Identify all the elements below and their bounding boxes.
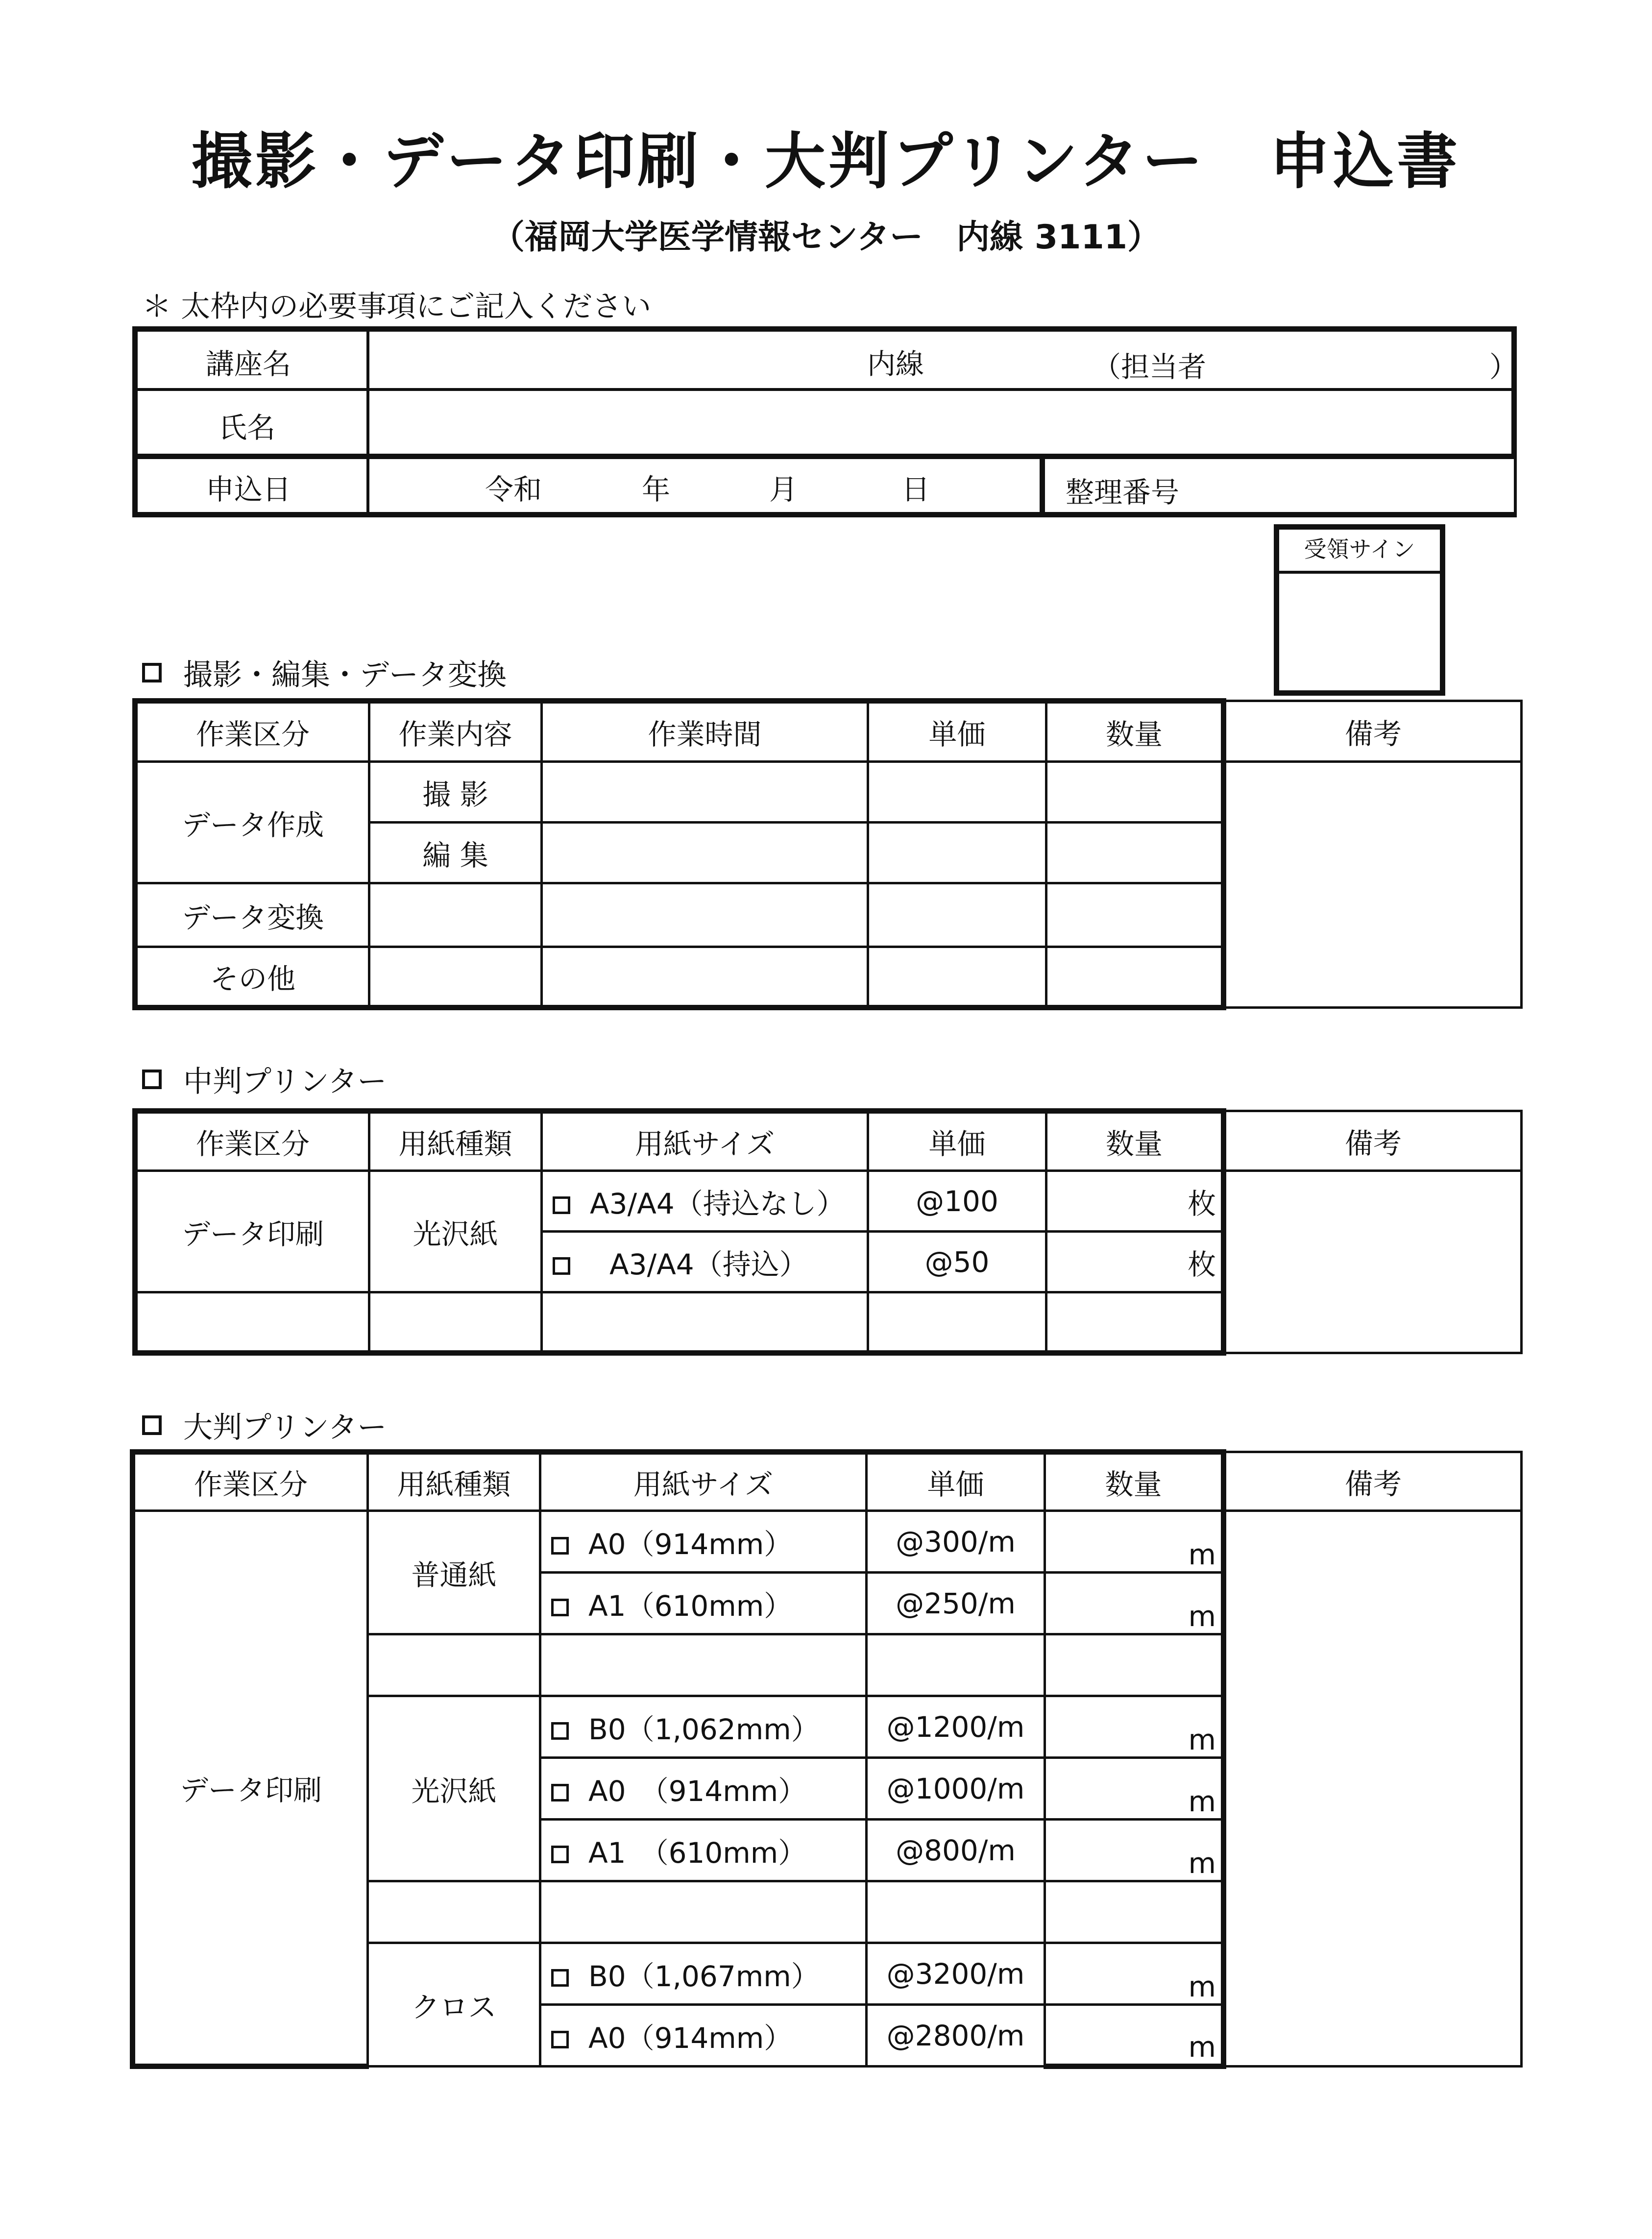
s3-price: @3200/m: [867, 1943, 1045, 2005]
s3-qty[interactable]: m: [1045, 1511, 1224, 1573]
s1-h-time: 作業時間: [542, 701, 868, 762]
s3-qty[interactable]: m: [1045, 1758, 1224, 1820]
s1-h-qty: 数量: [1046, 701, 1224, 762]
section2-checkbox[interactable]: [142, 1070, 162, 1089]
checkbox[interactable]: [553, 1196, 570, 1214]
contact-label: （担当者: [1093, 350, 1207, 384]
s3-paper-plain: 普通紙: [368, 1511, 540, 1634]
s3-size-row[interactable]: B0（1,067mm）: [540, 1943, 867, 2005]
s3-qty[interactable]: m: [1045, 1696, 1224, 1758]
section3-checkbox[interactable]: [142, 1415, 162, 1435]
s2-price: @100: [868, 1171, 1046, 1232]
s3-qty[interactable]: m: [1045, 1820, 1224, 1881]
course-label: 講座名: [206, 347, 292, 381]
s3-qty[interactable]: m: [1045, 1943, 1224, 2005]
s3-size-row[interactable]: A1（610mm）: [540, 1573, 867, 1634]
s3-qty[interactable]: m: [1045, 1573, 1224, 1634]
s3-cell[interactable]: [540, 1634, 867, 1696]
s1-cell[interactable]: [542, 762, 868, 823]
s3-price: @2800/m: [867, 2005, 1045, 2067]
section3-title: 大判プリンター: [183, 1411, 387, 1445]
s1-edit: 編 集: [369, 823, 542, 883]
s2-h-category: 作業区分: [135, 1111, 369, 1171]
month-label: 月: [769, 473, 798, 506]
s3-h-remarks: 備考: [1224, 1452, 1522, 1511]
s3-h-qty: 数量: [1045, 1452, 1224, 1511]
s1-convert: データ変換: [135, 883, 369, 947]
s1-cell[interactable]: [542, 883, 868, 947]
s3-h-size: 用紙サイズ: [540, 1452, 867, 1511]
s3-price: @250/m: [867, 1573, 1045, 1634]
section1-table: [132, 698, 1523, 1010]
s2-cell[interactable]: [369, 1292, 542, 1353]
checkbox[interactable]: [551, 1537, 569, 1555]
s3-cell[interactable]: [368, 1634, 540, 1696]
s2-cell[interactable]: [542, 1292, 868, 1353]
checkbox[interactable]: [551, 1846, 569, 1863]
date-label: 申込日: [206, 473, 292, 506]
s2-size-row[interactable]: A3/A4（持込）: [542, 1232, 868, 1292]
s3-paper-glossy: 光沢紙: [368, 1696, 540, 1881]
s1-cell[interactable]: [868, 823, 1046, 883]
name-label: 氏名: [219, 411, 276, 444]
section3-heading: [142, 1404, 387, 1446]
s1-cell[interactable]: [868, 883, 1046, 947]
s1-cell[interactable]: [369, 883, 542, 947]
s1-cell[interactable]: [868, 762, 1046, 823]
section1-heading: [142, 652, 507, 694]
s3-cell[interactable]: [368, 1881, 540, 1943]
s1-cell[interactable]: [1046, 762, 1224, 823]
s2-cell[interactable]: [868, 1292, 1046, 1353]
year-label: 年: [642, 473, 671, 506]
s3-size-row[interactable]: A0（914mm）: [540, 2005, 867, 2067]
s1-cell[interactable]: [868, 947, 1046, 1008]
s1-cell[interactable]: [1046, 883, 1224, 947]
s2-category: データ印刷: [135, 1171, 369, 1292]
checkbox[interactable]: [551, 1969, 569, 1987]
s3-paper-cloth: クロス: [368, 1943, 540, 2067]
era-label: 令和: [485, 473, 542, 506]
checkbox[interactable]: [551, 2031, 569, 2048]
s3-h-category: 作業区分: [133, 1452, 368, 1511]
s2-cell[interactable]: [135, 1292, 369, 1353]
s3-price: @1000/m: [867, 1758, 1045, 1820]
s2-h-remarks: 備考: [1224, 1111, 1522, 1171]
checkbox[interactable]: [551, 1784, 569, 1801]
s3-size-row[interactable]: B0（1,062mm）: [540, 1696, 867, 1758]
s2-qty[interactable]: 枚: [1046, 1232, 1224, 1292]
s2-qty[interactable]: 枚: [1046, 1171, 1224, 1232]
s3-size-row[interactable]: A1 （610mm）: [540, 1820, 867, 1881]
s1-h-price: 単価: [868, 701, 1046, 762]
section1-checkbox[interactable]: [142, 663, 162, 682]
section3-table: [130, 1449, 1523, 2069]
s3-cell[interactable]: [867, 1881, 1045, 1943]
receipt-sign-label: 受領サイン: [1279, 530, 1440, 574]
s3-category: データ印刷: [133, 1511, 368, 2067]
s2-price: @50: [868, 1232, 1046, 1292]
day-label: 日: [901, 473, 930, 506]
checkbox[interactable]: [551, 1599, 569, 1616]
s2-h-size: 用紙サイズ: [542, 1111, 868, 1171]
s3-cell[interactable]: [1045, 1634, 1224, 1696]
s2-h-qty: 数量: [1046, 1111, 1224, 1171]
section1-title: 撮影・編集・データ変換: [183, 658, 507, 692]
applicant-form: [132, 326, 1517, 517]
section2-title: 中判プリンター: [183, 1065, 387, 1099]
s2-h-paper: 用紙種類: [369, 1111, 542, 1171]
s1-data-create: データ作成: [135, 762, 369, 883]
checkbox[interactable]: [551, 1722, 569, 1740]
s1-h-remarks: 備考: [1224, 701, 1522, 762]
s3-h-price: 単価: [867, 1452, 1045, 1511]
s2-cell[interactable]: [1046, 1292, 1224, 1353]
page-title: 撮影・データ印刷・大判プリンター 申込書: [191, 126, 1461, 197]
contact-close: ）: [1489, 350, 1518, 384]
s3-cell[interactable]: [1045, 1881, 1224, 1943]
s3-price: @300/m: [867, 1511, 1045, 1573]
checkbox[interactable]: [553, 1257, 570, 1275]
s1-shoot: 撮 影: [369, 762, 542, 823]
s1-cell[interactable]: [542, 947, 868, 1008]
receipt-sign-box[interactable]: [1274, 524, 1445, 696]
s2-h-price: 単価: [868, 1111, 1046, 1171]
s2-paper: 光沢紙: [369, 1171, 542, 1292]
s1-remarks-cell[interactable]: [1224, 762, 1522, 1008]
s3-price: @1200/m: [867, 1696, 1045, 1758]
s1-h-category: 作業区分: [135, 701, 369, 762]
s3-size-row[interactable]: A0 （914mm）: [540, 1758, 867, 1820]
reference-number-label: 整理番号: [1066, 476, 1180, 509]
s1-cell[interactable]: [369, 947, 542, 1008]
s2-remarks-cell[interactable]: [1224, 1171, 1522, 1353]
s3-size-row[interactable]: A0（914mm）: [540, 1511, 867, 1573]
s3-h-paper: 用紙種類: [368, 1452, 540, 1511]
s1-h-content: 作業内容: [369, 701, 542, 762]
s2-size-row[interactable]: A3/A4（持込なし）: [542, 1171, 868, 1232]
extension-label: 内線: [867, 347, 924, 381]
section2-heading: [142, 1058, 387, 1100]
s1-other: その他: [135, 947, 369, 1008]
s1-cell[interactable]: [1046, 947, 1224, 1008]
s1-cell[interactable]: [1046, 823, 1224, 883]
page-subtitle: （福岡大学医学情報センター 内線 3111）: [491, 218, 1161, 257]
s3-cell[interactable]: [867, 1634, 1045, 1696]
s3-price: @800/m: [867, 1820, 1045, 1881]
s3-cell[interactable]: [540, 1881, 867, 1943]
instruction-note: ＊ 太枠内の必要事項にご記入ください: [142, 290, 652, 324]
section2-table: [132, 1108, 1523, 1356]
s3-qty[interactable]: m: [1045, 2005, 1224, 2067]
s3-remarks-cell[interactable]: [1224, 1511, 1522, 2067]
s1-cell[interactable]: [542, 823, 868, 883]
